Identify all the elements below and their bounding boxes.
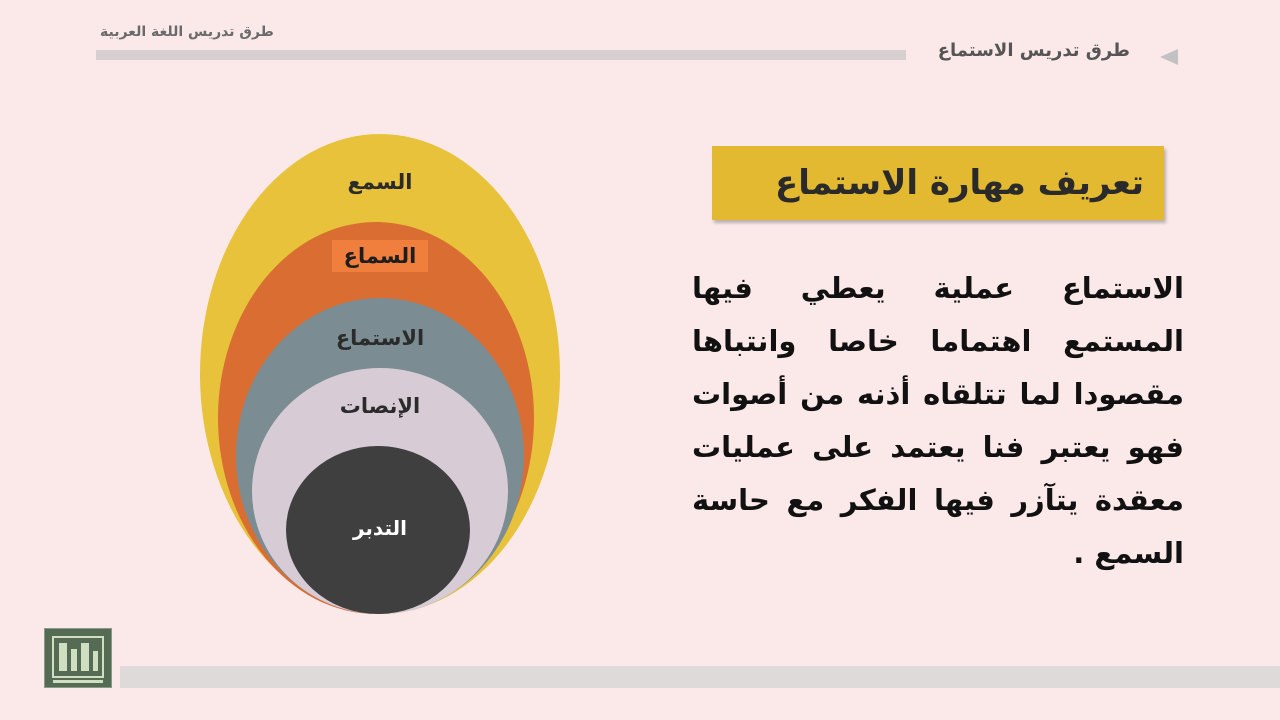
ring-label-istima: الاستماع [335, 326, 425, 350]
ring-label-samaa-wrap [280, 240, 480, 272]
course-title: طرق تدريس اللغة العربية [100, 24, 274, 40]
lesson-title: طرق تدريس الاستماع [937, 40, 1130, 61]
triangle-left-icon[interactable] [1160, 49, 1178, 65]
ring-label-insat: الإنصات [339, 394, 421, 418]
diagram-svg [190, 128, 570, 623]
footer-bar [120, 666, 1280, 688]
ring-label-tadabbur: التدبر [352, 516, 408, 540]
definition-text: الاستماع عملية يعطي فيها المستمع اهتماما خاصا وانتباها مقصودا لما تتلقاه أذنه من أصوات فهو يعتبر فنا يعتمد على عمليات معقدة يتآزر فيها الفكر مع حاسة السمع . [692, 271, 1184, 570]
ring-label-sama: السمع [347, 170, 413, 194]
nested-ovals-diagram [190, 128, 570, 623]
logo-emblem [45, 629, 111, 687]
university-logo [44, 628, 112, 688]
slide-title-box [712, 146, 1164, 220]
ring-label-samaa: السماع [332, 240, 429, 272]
header-divider [96, 50, 906, 60]
slide-title: تعريف مهارة الاستماع [774, 163, 1144, 203]
